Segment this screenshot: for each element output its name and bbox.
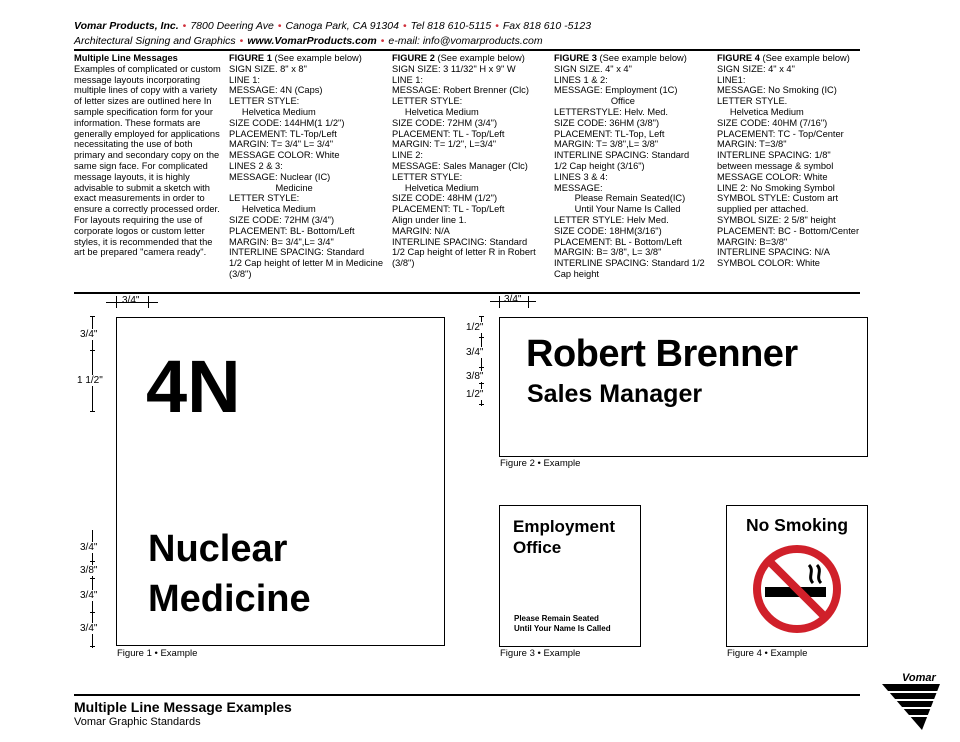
figure-2-dim-4: 1/2": [466, 389, 484, 400]
footer-rule: [74, 694, 860, 696]
website: www.VomarProducts.com: [247, 35, 377, 47]
figure-1-dim-cap: 1 1/2": [77, 375, 103, 386]
figure-3-line-3: Please Remain Seated: [514, 614, 599, 623]
footer-subtitle: Vomar Graphic Standards: [74, 716, 201, 728]
intro-title: Multiple Line Messages: [74, 53, 178, 63]
figure-1-line-2: Nuclear: [148, 528, 288, 570]
figure-3-line-4: Until Your Name Is Called: [514, 624, 611, 633]
spec-figure-1: FIGURE 1 (See example below) SIGN SIZE. 8" x 8" LINE 1: MESSAGE: 4N (Caps) LETTER STYLE: Helvetica Medium SIZE CODE: 144HM(1 1/2") PLACEMENT: TL-Top/Left MARGIN: T= 3/4" L= 3/4" MESSAGE COLOR: White LINES 2 & 3: MESSAGE: Nuclear (IC) Medicine LETTER STYLE: Helvetica Medium SIZE CODE: 72HM (3/4") PLACEMENT: BL- Bottom/Left MARGIN: B= 3/4",L= 3/4" INTERLINE SPACING: Standard 1/2 Cap height of letter M in Medicine (3/8"): [229, 53, 383, 279]
figure-4-line-1: No Smoking: [745, 515, 849, 535]
figure-3-caption: Figure 3 • Example: [500, 648, 581, 659]
figure-1-caption: Figure 1 • Example: [117, 648, 198, 659]
figure-1-dim-b1: 3/4": [80, 542, 98, 553]
figure-1-dim-b2: 3/8": [80, 565, 98, 576]
figure-1-line-1: 4N: [146, 345, 241, 428]
figure-2-line-2: Sales Manager: [527, 380, 703, 408]
email: e-mail: info@vomarproducts.com: [388, 35, 543, 47]
figure-3-line-1: Employment: [513, 517, 616, 536]
vomar-logo-text: Vomar: [902, 672, 936, 684]
footer-title: Multiple Line Message Examples: [74, 699, 292, 715]
figure-2-line-1: Robert Brenner: [526, 333, 798, 375]
figure-2-dim-2: 3/4": [466, 347, 484, 358]
fax: Fax 818 610 -5123: [502, 20, 592, 32]
header-line-2: Architectural Signing and Graphics • www.VomarProducts.com • e-mail: info@vomarproducts.com: [74, 35, 543, 47]
header-rule: [74, 49, 860, 51]
address: 7800 Deering Ave: [190, 20, 274, 32]
spec-figure-4: FIGURE 4 (See example below) SIGN SIZE: 4" x 4" LINE1: MESSAGE: No Smoking (IC) LETTER STYLE. Helvetica Medium SIZE CODE: 40HM (7/16") PLACEMENT: TC - Top/Center MARGIN: T=3/8" INTERLINE SPACING: 1/8" between message & symbol MESSAGE COLOR: White LINE 2: No Smoking Symbol SYMBOL STYLE: Custom art supplied per attached. SYMBOL SIZE: 2 5/8" height PLACEMENT: BC - Bottom/Center MARGIN: B=3/8" INTERLINE SPACING: N/A SYMBOL COLOR: White: [717, 53, 860, 269]
intro-block: [74, 53, 224, 258]
no-smoking-icon: [751, 543, 843, 635]
figure-1-dim-b3: 3/4": [80, 590, 98, 601]
spec-figure-2: FIGURE 2 (See example below) SIGN SIZE: 3 11/32" H x 9" W LINE 1: MESSAGE: Robert Brenner (Clc) LETTER STYLE: Helvetica Medium SIZE CODE: 72HM (3/4") PLACEMENT: TL - Top/Left MARGIN: T= 1/2", L=3/4" LINE 2: MESSAGE: Sales Manager (Clc) LETTER STYLE: Helvetica Medium SIZE CODE: 48HM (1/2") PLACEMENT: TL - Top/Left Align under line 1. MARGIN: N/A INTERLINE SPACING: Standard 1/2 Cap height of letter R in Robert (3/8"): [392, 53, 536, 269]
section-rule: [74, 292, 860, 294]
division: Architectural Signing and Graphics: [74, 35, 236, 47]
figure-2-dim-3: 3/8": [466, 371, 484, 382]
company-name: Vomar Products, Inc.: [74, 20, 179, 32]
figure-1-line-3: Medicine: [148, 578, 311, 620]
figure-1-dim-margin: 3/4": [80, 329, 98, 340]
spec-figure-3: FIGURE 3 (See example below) SIGN SIZE. 4" x 4" LINES 1 & 2: MESSAGE: Employment (1C) Office LETTERSTYLE: Helv. Med. SIZE CODE: 36HM (3/8") PLACEMENT: TL-Top, Left MARGIN: T= 3/8",L= 3/8" INTERLINE SPACING: Standard 1/2 Cap height (3/16") LINES 3 & 4: MESSAGE: Please Remain Seated(IC) Until Your Name Is Called LETTER STYLE: Helv Med. SIZE CODE: 18HM(3/16") PLACEMENT: BL - Bottom/Left MARGIN: B= 3/8", L= 3/8" INTERLINE SPACING: Standard 1/2 Cap height: [554, 53, 705, 279]
header-line-1: Vomar Products, Inc. • 7800 Deering Ave • Canoga Park, CA 91304 • Tel 818 610-5115 • Fax 818 610 -5123: [74, 20, 592, 32]
figure-2-top-margin: 3/4": [504, 294, 522, 305]
intro-body: Examples of complicated or custom message layouts incorporating multiple lines of copy with a variety of letter sizes are outlined here In sample specification form for your information. These formats are generally employed for applications necessitating the use of both primary and secondary copy on the same sign face. For complicated message layouts, it is highly advisable to submit a sketch with exact measurements in order to ensure a correctly processed order. For layouts requiring the use of corporate logos or custom letter styles, it is recommended that the art be prepared "camera ready".: [74, 63, 221, 258]
figure-3-line-2: Office: [513, 538, 562, 557]
figure-4-caption: Figure 4 • Example: [727, 648, 808, 659]
figure-2-dim-1: 1/2": [466, 322, 484, 333]
vomar-logo-icon: [882, 684, 942, 730]
telephone: Tel 818 610-5115: [410, 20, 492, 32]
city: Canoga Park, CA 91304: [285, 20, 399, 32]
figure-1-dim-b4: 3/4": [80, 623, 98, 634]
figure-2-caption: Figure 2 • Example: [500, 458, 581, 469]
figure-1-top-margin: 3/4": [122, 295, 140, 306]
